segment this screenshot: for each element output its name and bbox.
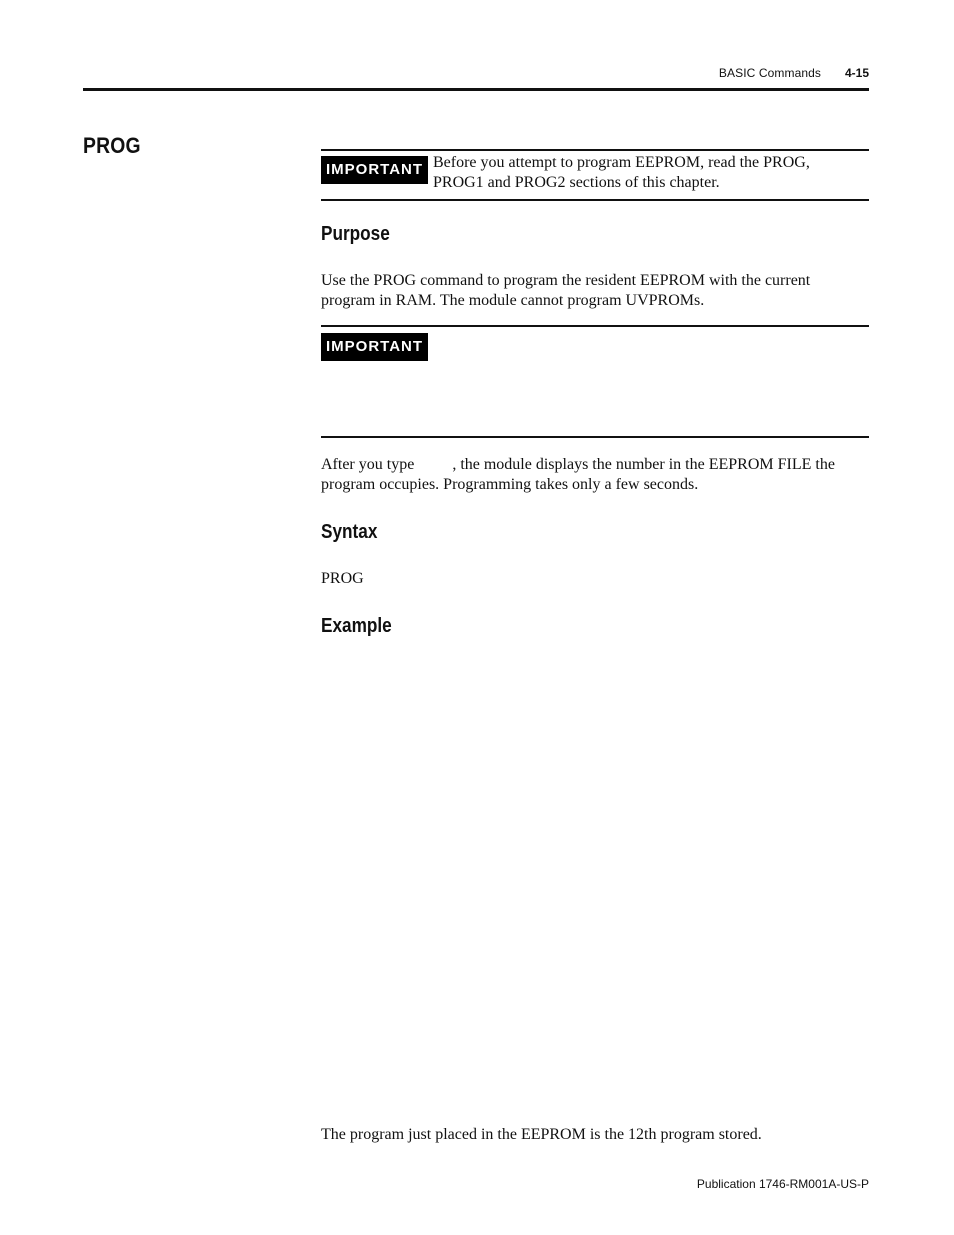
after-line-1-start: After you type (321, 456, 415, 473)
important-1-line-2: PROG1 and PROG2 sections of this chapter. (433, 174, 720, 191)
important-1-top-rule (321, 149, 869, 151)
after-line-1 (321, 455, 835, 475)
important-1-bottom-rule (321, 199, 869, 201)
important-1-text (433, 153, 810, 193)
after-line-2: program occupies. Programming takes only a few seconds. (321, 476, 699, 493)
syntax-heading: Syntax (321, 521, 378, 543)
important-2-top-rule (321, 325, 869, 327)
page-number: 4-15 (844, 66, 869, 80)
purpose-heading: Purpose (321, 223, 390, 245)
purpose-paragraph (321, 271, 810, 311)
running-header-section: BASIC Commands (718, 66, 821, 80)
important-1-tag: IMPORTANT (321, 156, 428, 184)
important-1-line-1: Before you attempt to program EEPROM, read the PROG, (433, 154, 810, 171)
publication-footer: Publication 1746-RM001A-US-P (696, 1177, 869, 1191)
header-rule (83, 88, 869, 91)
purpose-line-2: program in RAM. The module cannot program UVPROMs. (321, 292, 705, 309)
syntax-value: PROG (321, 570, 364, 587)
after-line-1-end: , the module displays the number in the EEPROM FILE the (452, 456, 835, 473)
command-title: PROG (83, 133, 141, 158)
important-2-bottom-rule (321, 436, 869, 438)
important-2-tag: IMPORTANT (321, 333, 428, 361)
closing-paragraph: The program just placed in the EEPROM is the 12th program stored. (321, 1126, 762, 1143)
purpose-line-1: Use the PROG command to program the resident EEPROM with the current (321, 272, 811, 289)
example-heading: Example (321, 615, 392, 637)
after-paragraph (321, 455, 835, 495)
